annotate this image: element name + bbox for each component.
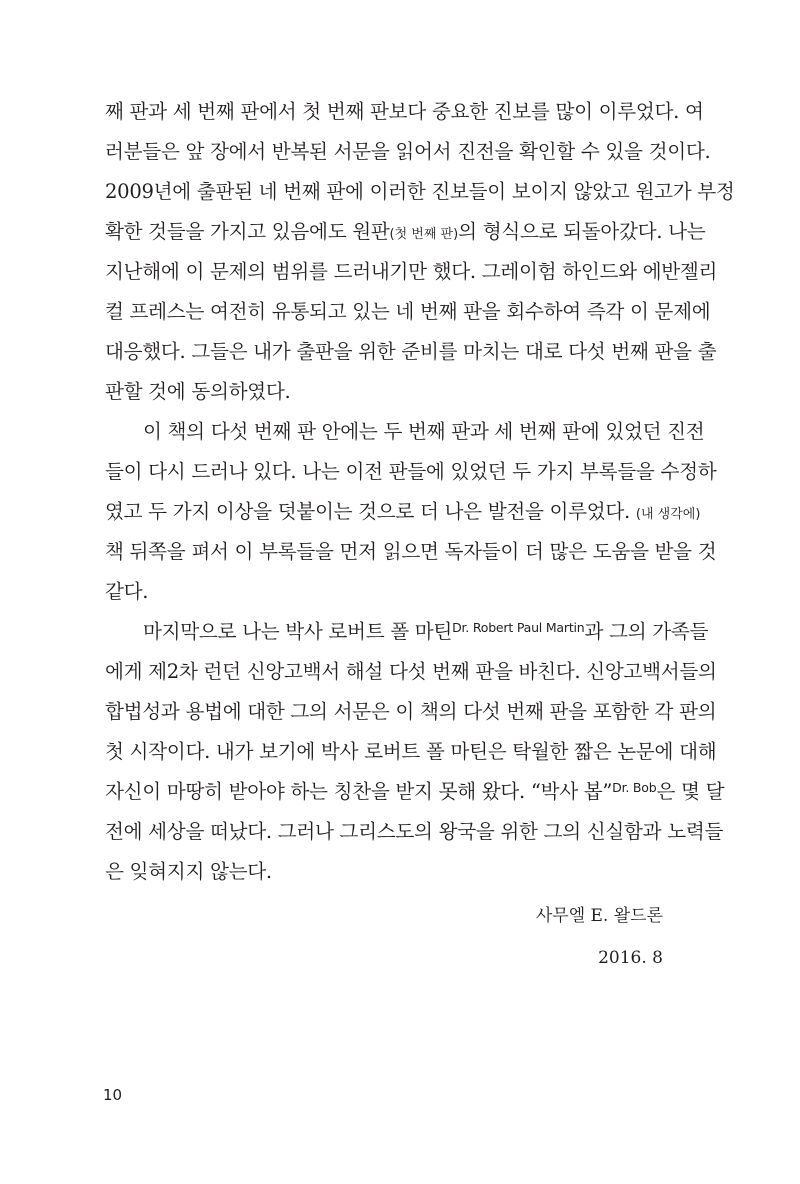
text-line: 러분들은 앞 장에서 반복된 서문을 읽어서 진전을 확인할 수 있을 것이다. <box>105 140 711 163</box>
text-line: 대응했다. 그들은 내가 출판을 위한 준비를 마치는 대로 다섯 번째 판을 출 <box>105 340 717 363</box>
parenthetical: (내 생각에) <box>635 507 701 522</box>
text-line: 들이 다시 드러나 있다. 나는 이전 판들에 있었던 두 가지 부록들을 수정하 <box>105 460 717 483</box>
signature-author: 사무엘 E. 왈드론 <box>535 906 663 926</box>
text-line: 컬 프레스는 여전히 유통되고 있는 네 번째 판을 회수하여 즉각 이 문제에 <box>105 300 711 323</box>
text-line: 책 뒤쪽을 펴서 이 부록들을 먼저 읽으면 독자들이 더 많은 도움을 받을 것 <box>105 540 717 563</box>
text-line: 판할 것에 동의하였다. <box>105 380 291 403</box>
text-line: 이 책의 다섯 번째 판 안에는 두 번째 판과 세 번째 판에 있었던 진전 <box>143 420 705 443</box>
text-segment: 자신이 마땅히 받아야 하는 칭찬을 받지 못해 왔다. “박사 봅” <box>105 780 613 803</box>
superscript-name: Dr. Robert Paul Martin <box>452 620 585 635</box>
text-line <box>105 612 709 652</box>
text-line: 전에 세상을 떠났다. 그러나 그리스도의 왕국을 위한 그의 신실함과 노력들 <box>105 820 724 843</box>
text-line: 같다. <box>105 580 149 603</box>
text-segment: 마지막으로 나는 박사 로버트 폴 마틴 <box>143 620 453 643</box>
text-segment: 과 그의 가족들 <box>584 620 709 643</box>
signature-date: 2016. 8 <box>598 948 663 968</box>
parenthetical: (첫 번째 판) <box>389 227 459 242</box>
text-segment: 확한 것들을 가지고 있음에도 원판 <box>105 220 390 243</box>
text-line: 은 잊혀지지 않는다. <box>105 860 272 883</box>
text-line <box>105 212 706 252</box>
text-line: 에게 제2차 런던 신앙고백서 해설 다섯 번째 판을 바친다. 신앙고백서들의 <box>105 660 717 683</box>
superscript-name: Dr. Bob <box>612 780 657 795</box>
text-segment: 은 몇 달 <box>656 780 725 803</box>
text-line: 2009년에 출판된 네 번째 판에 이러한 진보들이 보이지 않았고 원고가 부정 <box>105 180 735 203</box>
text-line: 째 판과 세 번째 판에서 첫 번째 판보다 중요한 진보를 많이 이루었다. 여 <box>105 100 704 123</box>
text-line <box>105 492 701 532</box>
text-segment: 였고 두 가지 이상을 덧붙이는 것으로 더 나은 발전을 이루었다. <box>105 500 630 523</box>
text-line: 첫 시작이다. 내가 보기에 박사 로버트 폴 마틴은 탁월한 짧은 논문에 대해 <box>105 740 717 763</box>
text-line: 지난해에 이 문제의 범위를 드러내기만 했다. 그레이험 하인드와 에반젤리 <box>105 260 718 283</box>
text-segment: 의 형식으로 되돌아갔다. 나는 <box>458 220 706 243</box>
text-line <box>105 772 725 812</box>
page-number: 10 <box>103 1086 123 1104</box>
text-line: 합법성과 용법에 대한 그의 서문은 이 책의 다섯 번째 판을 포함한 각 판의 <box>105 700 717 723</box>
